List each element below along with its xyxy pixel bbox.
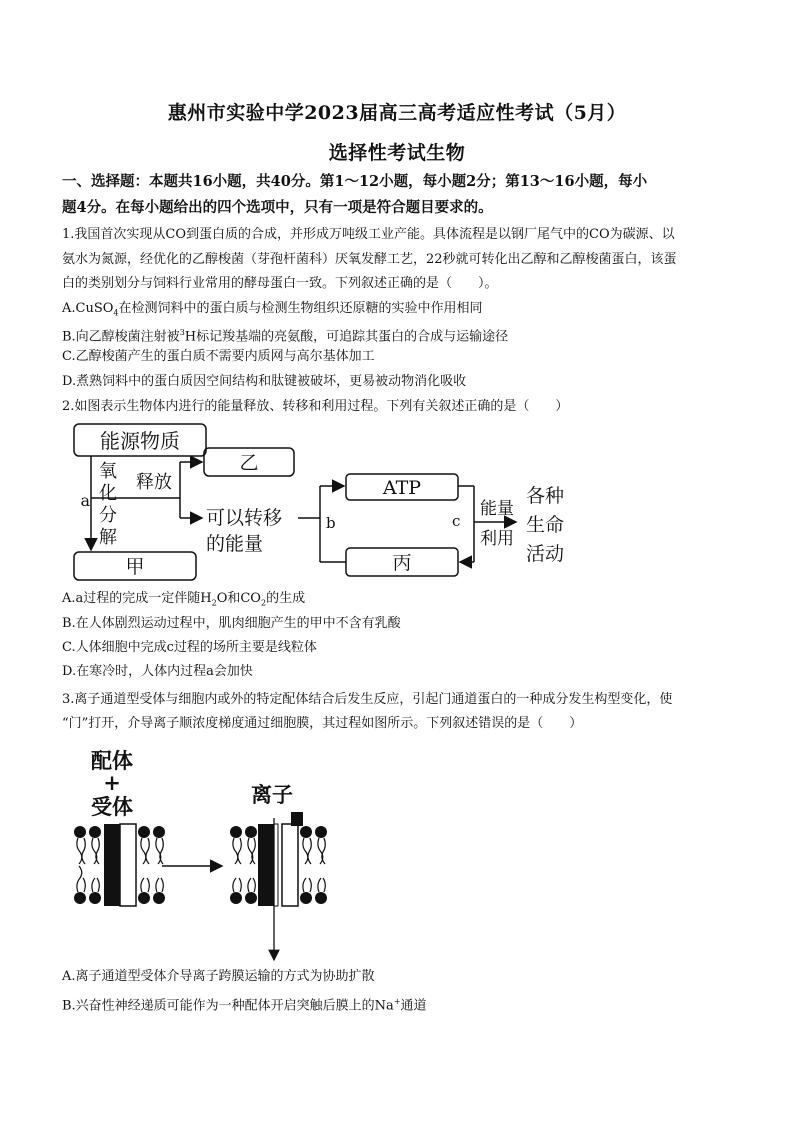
use-line2: 利用 xyxy=(480,529,514,549)
energy-source-label: 能源物质 xyxy=(100,429,180,453)
q2-option-a-sub1: 2 xyxy=(211,598,217,608)
jia-label: 甲 xyxy=(125,556,145,578)
energy-flow-diagram xyxy=(62,418,592,588)
ion-label: 离子 xyxy=(251,782,293,807)
section-instructions-line2: 题4分。在每小题给出的四个选项中，只有一项是符合题目要求的。 xyxy=(62,199,493,216)
q2-option-a[interactable] xyxy=(62,590,742,613)
label-c: c xyxy=(452,512,461,530)
use-line1: 能量 xyxy=(480,499,514,519)
label-a: a xyxy=(80,491,90,510)
q1-option-a-post: 在检测饲料中的蛋白质与检测生物组织还原糖的实验中作用相同 xyxy=(118,301,483,316)
oxidize-char-1: 氧 xyxy=(99,461,117,482)
life-line1: 各种 xyxy=(526,485,565,507)
q1-stem-line1: 1.我国首次实现从CO到蛋白质的合成，并形成万吨级工业产能。具体流程是以钢厂尾气中的CO为碳源、以 xyxy=(62,227,675,242)
transfer-line2: 的能量 xyxy=(206,533,264,555)
q1-stem-line2: 氨水为氮源，经优化的乙醇梭菌（芽孢杆菌科）厌氧发酵工艺，22秒就可转化出乙醇和乙醇梭菌蛋白，该蛋 xyxy=(62,252,677,267)
q2-option-c[interactable]: C.人体细胞中完成c过程的场所主要是线粒体 xyxy=(62,640,317,655)
life-line2: 生命 xyxy=(526,514,565,536)
life-line3: 活动 xyxy=(526,543,565,565)
q3-option-a[interactable]: A.离子通道型受体介导离子跨膜运输的方式为协助扩散 xyxy=(62,969,375,984)
ligand-label: 配体 xyxy=(91,748,133,773)
q1-option-c[interactable]: C.乙醇梭菌产生的蛋白质不需要内质网与高尔基体加工 xyxy=(62,349,375,364)
q1-option-a-sub: 4 xyxy=(113,308,119,318)
q2-option-a-pre: A.a过程的完成一定伴随H xyxy=(62,591,212,606)
q3-option-b[interactable] xyxy=(62,993,742,1015)
q2-stem: 2.如图表示生物体内进行的能量释放、转移和利用过程。下列有关叙述正确的是（ ） xyxy=(62,399,569,414)
q3-option-b-pre: B.兴奋性神经递质可能作为一种配体开启突触后膜上的Na xyxy=(62,998,394,1014)
q2-option-d[interactable]: D.在寒冷时，人体内过程a会加快 xyxy=(62,664,253,679)
membrane-right-open xyxy=(230,812,327,960)
ion-channel-diagram xyxy=(62,738,342,966)
bing-label: 丙 xyxy=(392,552,412,574)
q1-option-b-sup: 3 xyxy=(179,328,185,337)
q3-option-b-sup: + xyxy=(393,997,401,1006)
q1-stem-line3: 白的类别划分与饲料行业常用的酵母蛋白一致。下列叙述正确的是（ ）。 xyxy=(62,276,498,291)
release-label: 释放 xyxy=(136,472,172,493)
exam-title: 惠州市实验中学2023届高三高考适应性考试（5月） xyxy=(167,102,627,124)
q1-option-b[interactable] xyxy=(62,324,742,346)
q1-option-d[interactable]: D.煮熟饲料中的蛋白质因空间结构和肽键被破坏，更易被动物消化吸收 xyxy=(62,374,467,389)
atp-label: ATP xyxy=(382,477,422,499)
label-b: b xyxy=(326,514,336,532)
membrane-left-closed xyxy=(74,824,165,906)
q3-option-b-post: 通道 xyxy=(400,998,427,1014)
q1-option-b-pre: B.向乙醇梭菌注射被 xyxy=(62,329,180,345)
q1-option-b-post: H标记羧基端的亮氨酸，可追踪其蛋白的合成与运输途径 xyxy=(184,329,509,345)
q2-option-a-sub2: 2 xyxy=(260,598,267,608)
exam-subtitle: 选择性考试生物 xyxy=(328,142,466,164)
yi-label: 乙 xyxy=(239,452,259,474)
q2-option-a-post: 的生成 xyxy=(266,591,306,606)
receptor-label: 受体 xyxy=(91,794,133,819)
q3-stem-line2: “门”打开，介导离子顺浓度梯度通过细胞膜，其过程如图所示。下列叙述错误的是（ ） xyxy=(62,716,583,731)
oxidize-char-4: 解 xyxy=(99,527,117,548)
q1-option-a[interactable] xyxy=(62,300,742,323)
q2-option-b[interactable]: B.在人体剧烈运动过程中，肌肉细胞产生的甲中不含有乳酸 xyxy=(62,616,401,631)
q2-option-a-mid: O和CO xyxy=(216,591,261,606)
transfer-line1: 可以转移 xyxy=(206,507,283,529)
q3-stem-line1: 3.离子通道型受体与细胞内或外的特定配体结合后发生反应，引起门通道蛋白的一种成分发生构型变化，使 xyxy=(62,692,673,707)
oxidize-char-2: 化 xyxy=(99,483,117,504)
plus-label: + xyxy=(103,770,121,795)
q1-option-a-pre: A.CuSO xyxy=(62,301,114,316)
oxidize-char-3: 分 xyxy=(99,505,117,526)
section-instructions-line1: 一、选择题：本题共16小题，共40分。第1～12小题，每小题2分；第13～16小题，每小 xyxy=(62,173,648,190)
